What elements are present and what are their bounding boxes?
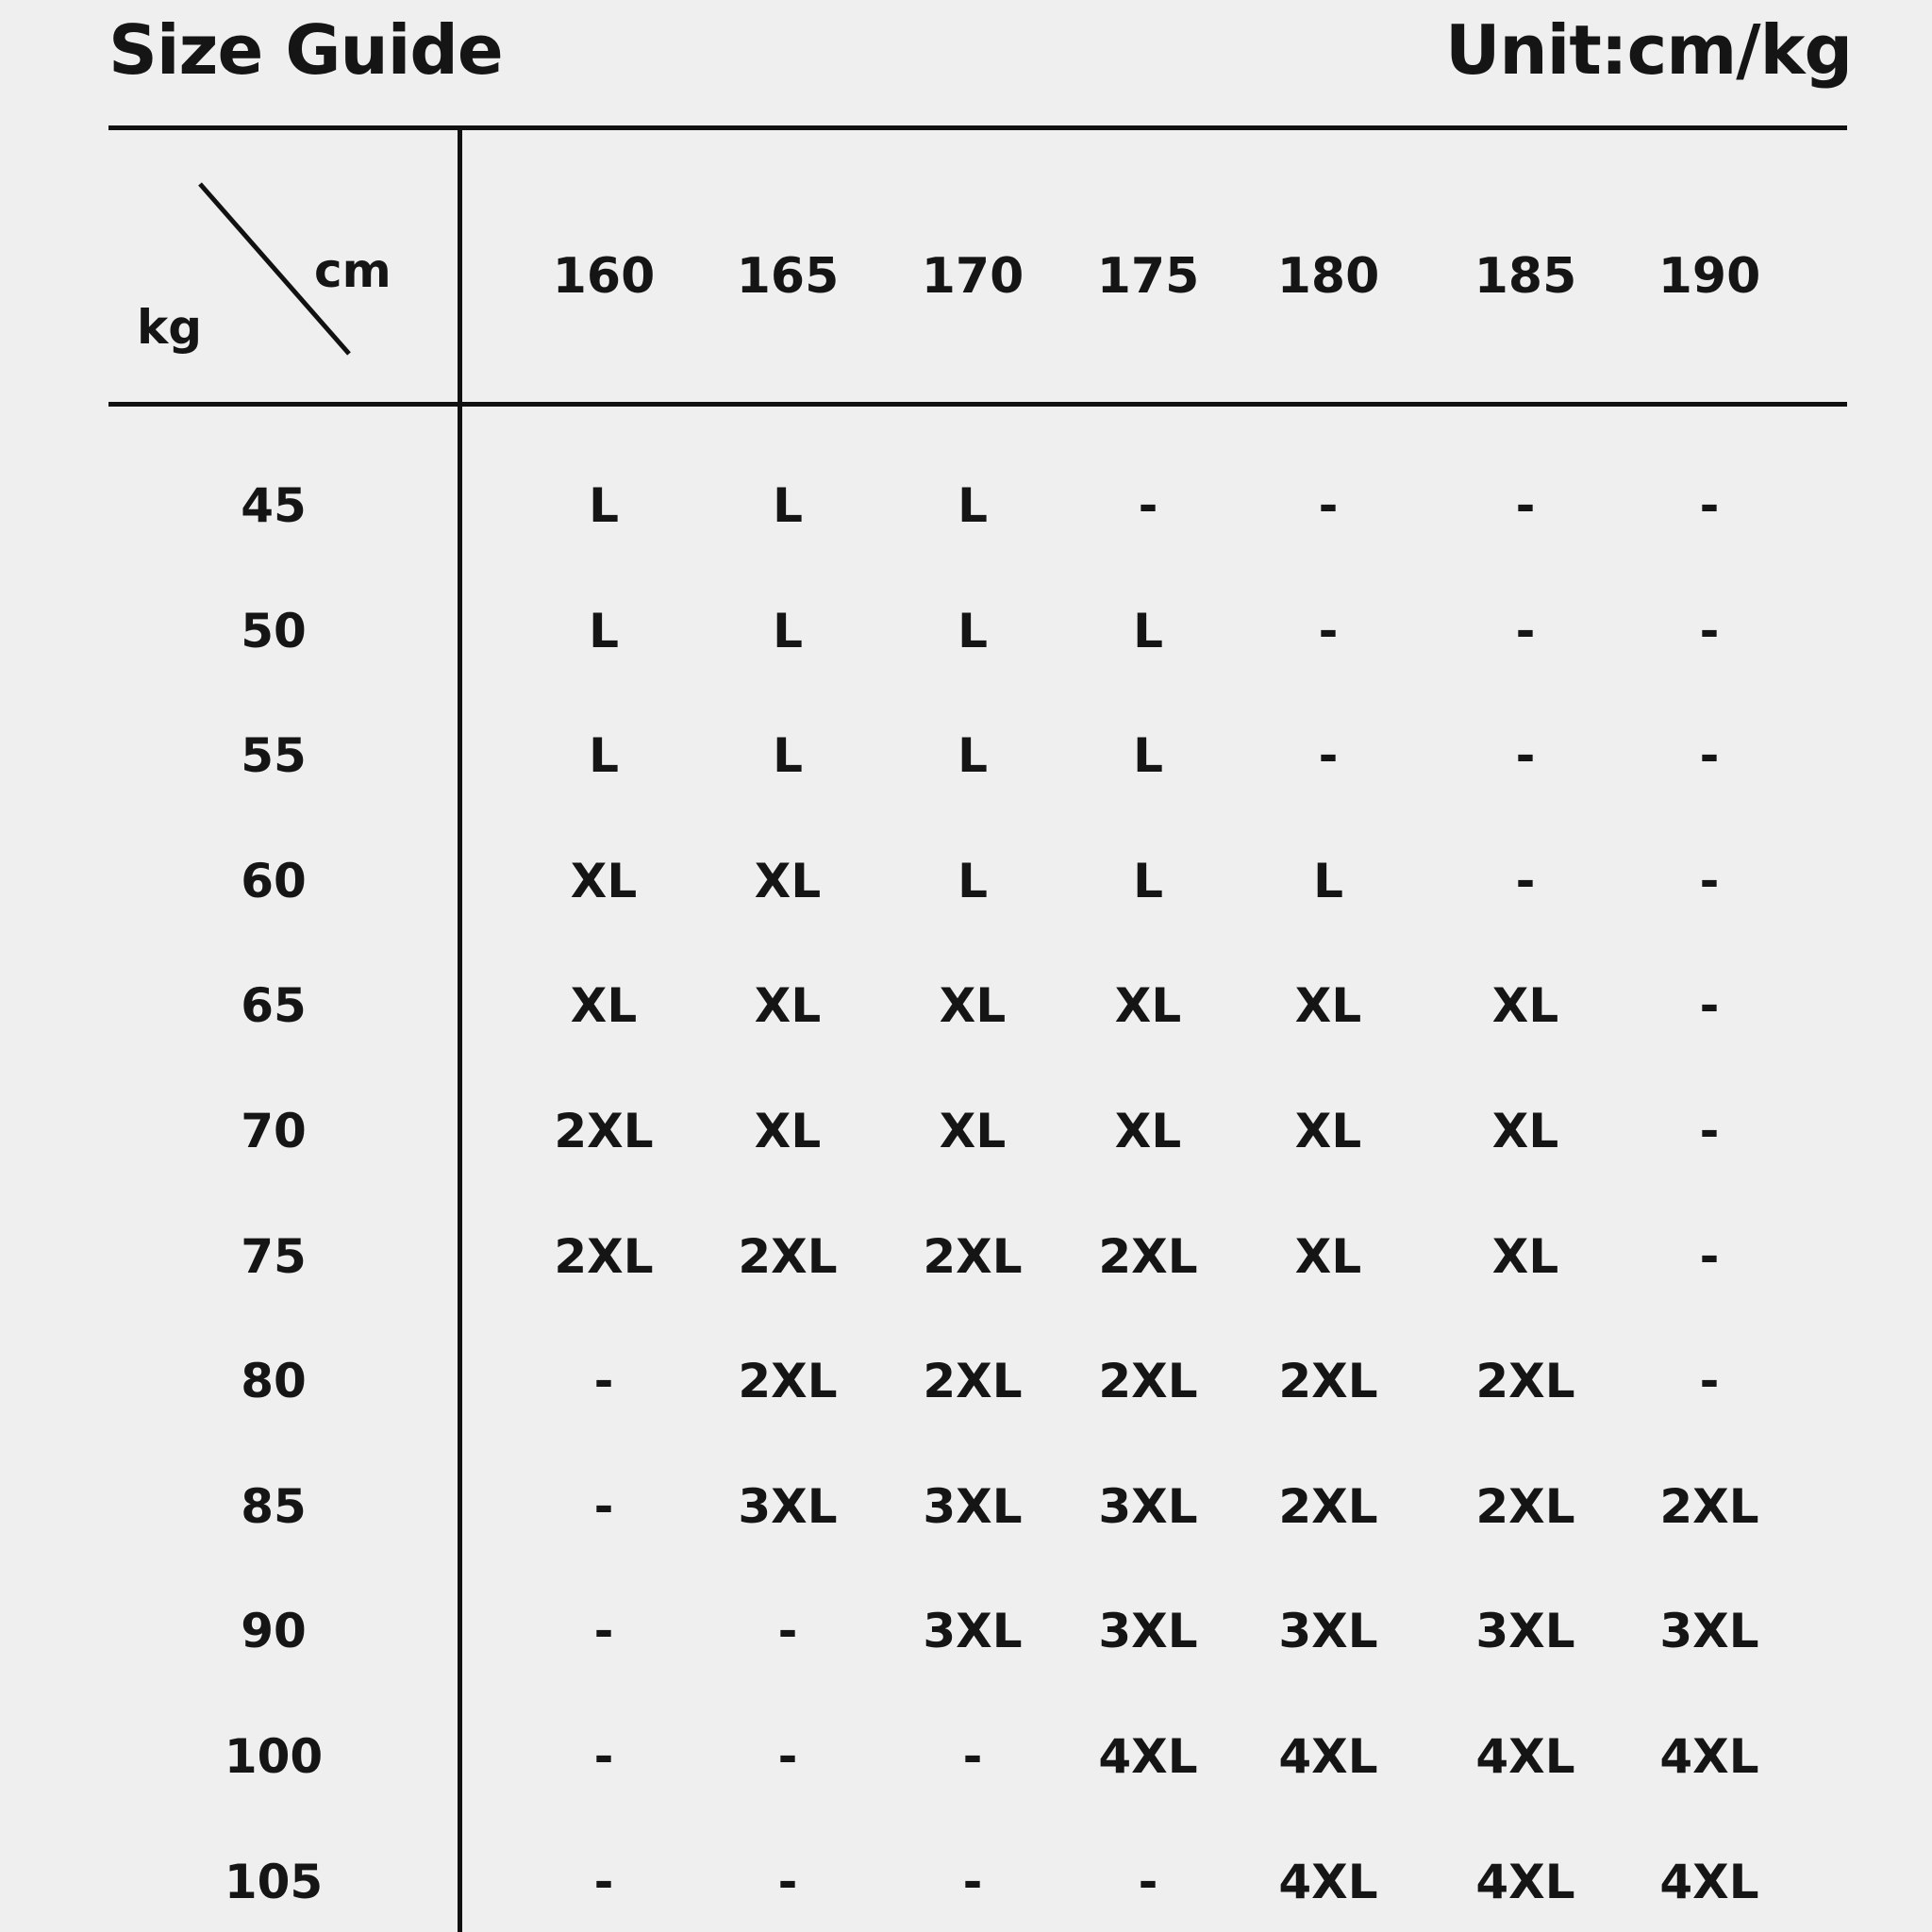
size-cell: 4XL	[1098, 1729, 1198, 1784]
weight-label: 45	[241, 478, 307, 533]
size-cell: XL	[1294, 978, 1362, 1034]
header-bottom-rule	[108, 402, 1847, 407]
weight-label: 90	[241, 1604, 307, 1659]
size-cell: 3XL	[1098, 1604, 1198, 1659]
size-cell: -	[1318, 478, 1339, 533]
size-cell: XL	[1294, 1104, 1362, 1158]
size-cell: -	[1699, 978, 1720, 1034]
size-cell: 2XL	[1278, 1478, 1378, 1534]
size-cell: L	[1133, 853, 1163, 908]
size-cell: L	[958, 603, 988, 658]
size-cell: 3XL	[923, 1478, 1023, 1534]
size-cell: -	[593, 1478, 614, 1534]
height-header-190: 190	[1657, 248, 1761, 305]
size-cell: -	[777, 1604, 798, 1659]
size-cell: -	[1138, 1854, 1158, 1909]
size-cell: L	[958, 853, 988, 908]
size-cell: XL	[1114, 978, 1182, 1034]
size-cell: L	[589, 478, 619, 533]
size-cell: -	[593, 1604, 614, 1659]
size-cell: -	[1138, 478, 1158, 533]
size-cell: -	[1318, 728, 1339, 784]
size-cell: 2XL	[554, 1104, 654, 1158]
size-cell: XL	[1294, 1228, 1362, 1284]
size-cell: L	[773, 603, 803, 658]
size-cell: -	[1515, 478, 1536, 533]
weight-label: 75	[241, 1228, 307, 1284]
size-cell: -	[1699, 1228, 1720, 1284]
size-cell: 4XL	[1659, 1729, 1759, 1784]
size-cell: -	[1515, 853, 1536, 908]
size-cell: -	[1515, 728, 1536, 784]
size-cell: 4XL	[1475, 1729, 1575, 1784]
size-cell: -	[777, 1729, 798, 1784]
weight-label: 50	[241, 603, 307, 658]
page-title: Size Guide	[108, 10, 503, 90]
height-header-185: 185	[1474, 248, 1577, 305]
size-cell: XL	[570, 853, 638, 908]
size-cell: -	[777, 1854, 798, 1909]
size-cell: 3XL	[1475, 1604, 1575, 1659]
size-cell: 2XL	[738, 1354, 838, 1409]
size-cell: -	[962, 1854, 983, 1909]
size-cell: L	[773, 728, 803, 784]
size-cell: 2XL	[554, 1228, 654, 1284]
height-header-160: 160	[552, 248, 656, 305]
size-cell: 2XL	[1475, 1478, 1575, 1534]
size-cell: L	[1313, 853, 1343, 908]
table-top-rule	[108, 125, 1847, 130]
size-cell: L	[589, 728, 619, 784]
size-cell: XL	[754, 978, 822, 1034]
size-cell: 3XL	[1098, 1478, 1198, 1534]
size-cell: -	[962, 1729, 983, 1784]
size-cell: -	[1699, 478, 1720, 533]
size-cell: 2XL	[923, 1228, 1023, 1284]
size-cell: L	[958, 478, 988, 533]
size-cell: 4XL	[1659, 1854, 1759, 1909]
size-cell: -	[1699, 1104, 1720, 1158]
weight-label: 80	[241, 1354, 307, 1409]
size-cell: 4XL	[1475, 1854, 1575, 1909]
size-cell: -	[593, 1854, 614, 1909]
size-cell: 2XL	[1278, 1354, 1378, 1409]
weight-label: 60	[241, 853, 307, 908]
height-header-165: 165	[736, 248, 840, 305]
size-cell: -	[1699, 853, 1720, 908]
row-header-divider	[458, 129, 462, 1932]
size-cell: L	[1133, 603, 1163, 658]
size-cell: -	[1515, 603, 1536, 658]
weight-label: 55	[241, 728, 307, 784]
size-cell: 3XL	[1659, 1604, 1759, 1659]
size-cell: 4XL	[1278, 1854, 1378, 1909]
size-cell: XL	[754, 1104, 822, 1158]
size-cell: 3XL	[1278, 1604, 1378, 1659]
size-cell: L	[773, 478, 803, 533]
height-header-180: 180	[1276, 248, 1380, 305]
size-cell: -	[1699, 1354, 1720, 1409]
corner-row-unit: kg	[137, 300, 203, 355]
size-cell: 2XL	[1098, 1228, 1198, 1284]
weight-label: 70	[241, 1104, 307, 1158]
size-cell: -	[1699, 603, 1720, 658]
unit-label: Unit:cm/kg	[1444, 10, 1852, 90]
size-cell: XL	[939, 1104, 1007, 1158]
height-header-175: 175	[1096, 248, 1200, 305]
size-cell: 2XL	[738, 1228, 838, 1284]
size-cell: XL	[1491, 1104, 1559, 1158]
size-cell: L	[589, 603, 619, 658]
height-header-170: 170	[921, 248, 1024, 305]
size-cell: 4XL	[1278, 1729, 1378, 1784]
size-cell: 2XL	[1659, 1478, 1759, 1534]
size-cell: 2XL	[923, 1354, 1023, 1409]
size-cell: XL	[939, 978, 1007, 1034]
weight-label: 100	[224, 1729, 324, 1784]
size-cell: XL	[1491, 978, 1559, 1034]
size-cell: XL	[1114, 1104, 1182, 1158]
size-cell: 3XL	[738, 1478, 838, 1534]
size-cell: XL	[1491, 1228, 1559, 1284]
size-cell: L	[958, 728, 988, 784]
size-cell: 2XL	[1475, 1354, 1575, 1409]
size-cell: XL	[754, 853, 822, 908]
corner-column-unit: cm	[314, 243, 391, 298]
weight-label: 65	[241, 978, 307, 1034]
size-cell: -	[1318, 603, 1339, 658]
size-cell: -	[593, 1354, 614, 1409]
size-cell: L	[1133, 728, 1163, 784]
weight-label: 105	[224, 1854, 324, 1909]
size-cell: -	[593, 1729, 614, 1784]
size-cell: -	[1699, 728, 1720, 784]
size-cell: 2XL	[1098, 1354, 1198, 1409]
size-cell: 3XL	[923, 1604, 1023, 1659]
size-cell: XL	[570, 978, 638, 1034]
weight-label: 85	[241, 1478, 307, 1534]
